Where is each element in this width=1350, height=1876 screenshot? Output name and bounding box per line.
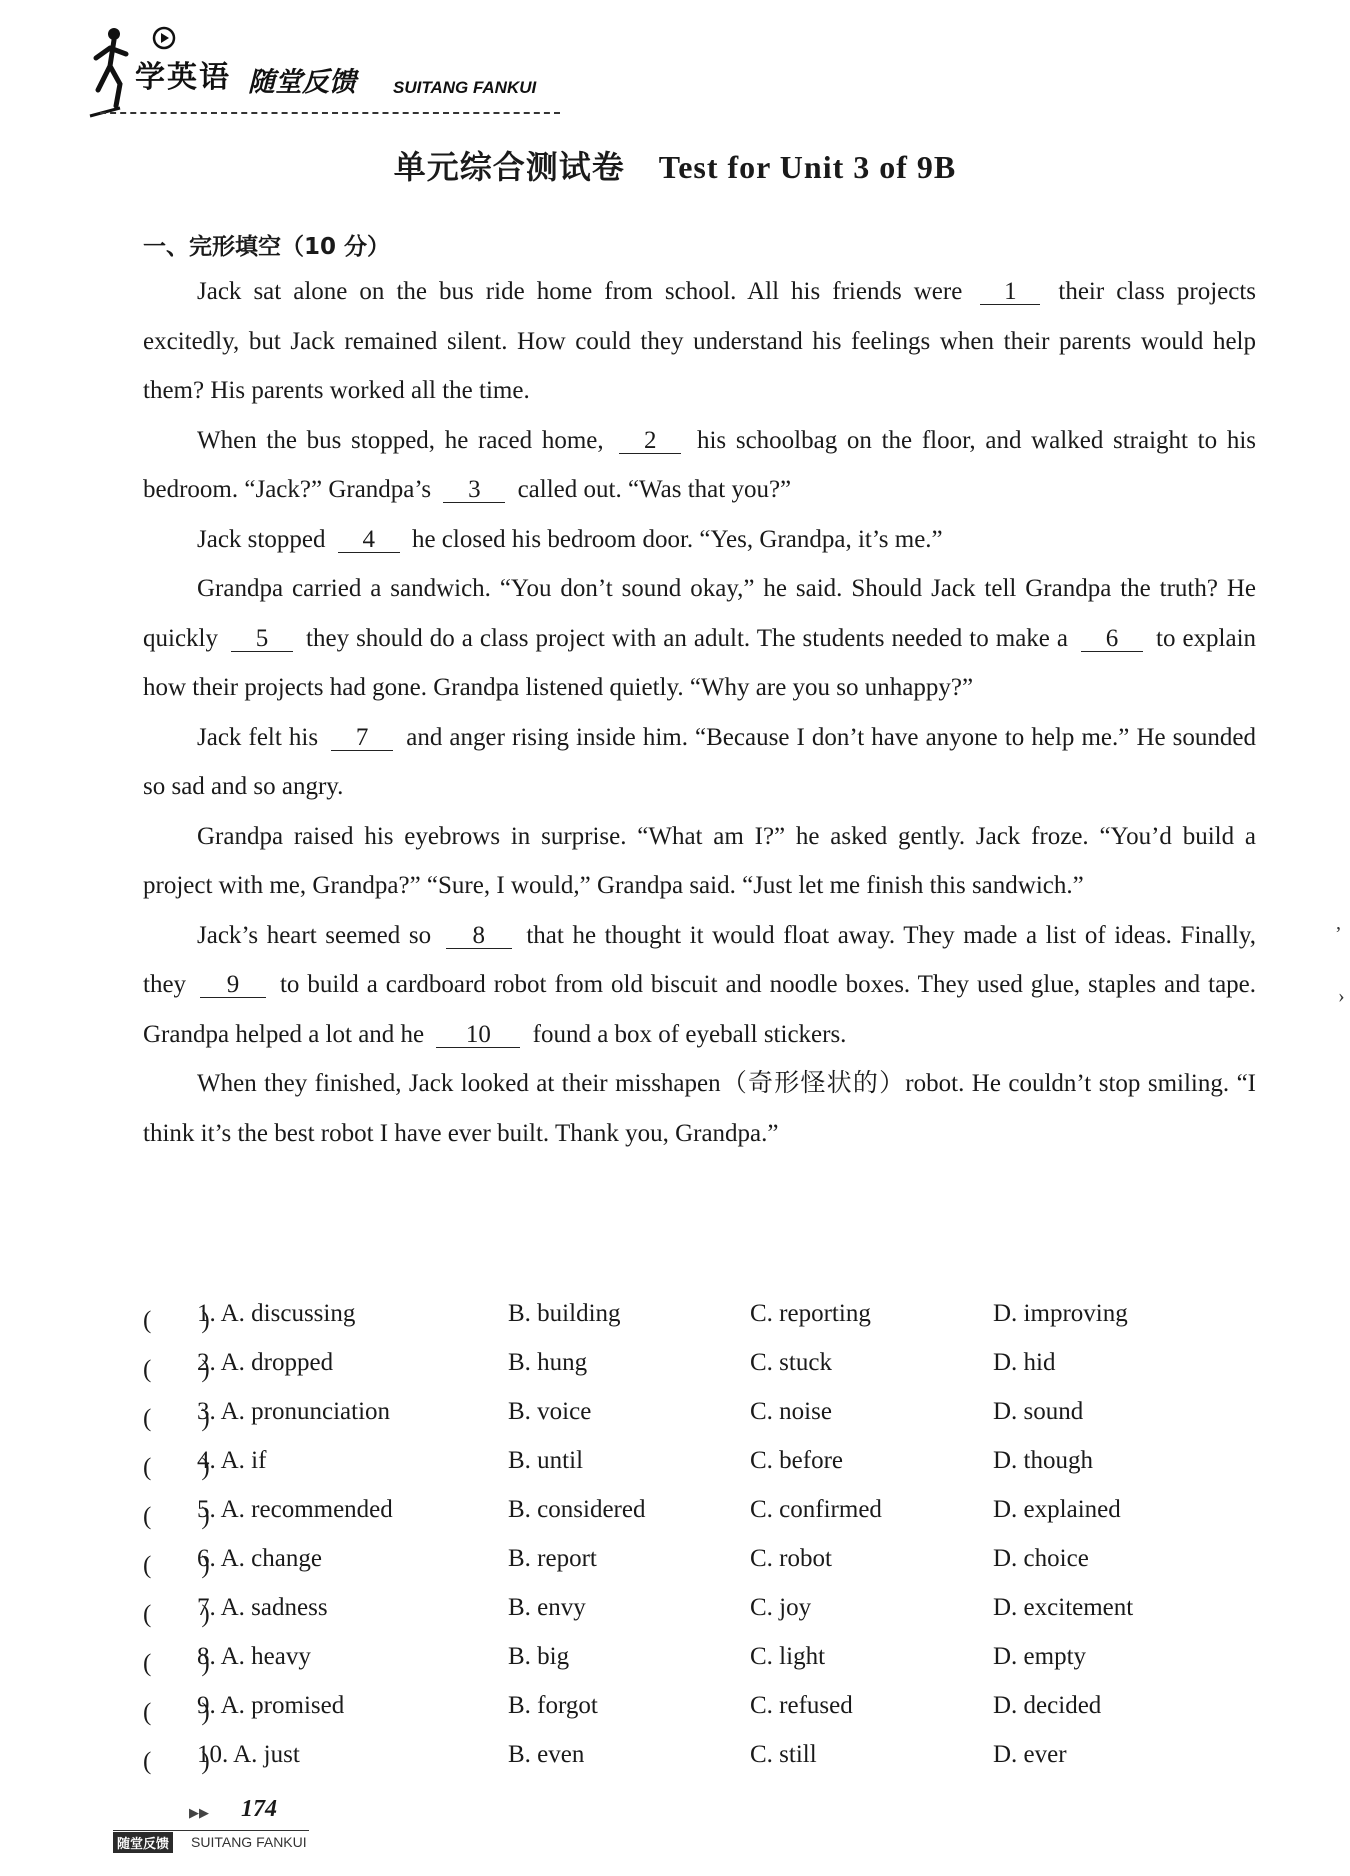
paragraph-text: his schoolbag on the floor, and walked straight to his bedroom. “Jack?” Grandpa’s [143,426,1256,503]
option-a: 2. A. dropped [197,1349,334,1376]
option-b: B. report [508,1545,597,1572]
option-c: C. still [750,1741,817,1768]
option-a: 7. A. sadness [197,1594,328,1621]
option-c: C. before [750,1447,844,1474]
paragraph-text: they should do a class project with an adult. The students needed to make a [306,624,1068,652]
option-b: B. envy [508,1594,586,1621]
option-d: D. empty [993,1643,1087,1670]
paragraph-text: called out. “Was that you?” [517,476,792,503]
option-b: B. voice [508,1398,592,1425]
option-c: C. joy [750,1594,812,1621]
option-a: 10. A. just [197,1741,300,1768]
option-b: B. big [508,1643,570,1670]
paragraph-text: Jack’s heart seemed so [197,921,432,949]
option-c: C. light [750,1643,826,1670]
option-c: C. confirmed [750,1496,882,1523]
blank-1: 1 [980,280,1040,305]
option-b: B. hung [508,1349,588,1376]
option-d: D. choice [993,1545,1089,1572]
paragraph-1 [143,267,1256,416]
header-divider [100,112,560,114]
question-row [143,1584,1256,1633]
answer-bracket[interactable]: ( ) [143,1307,210,1334]
option-a: 3. A. pronunciation [197,1398,391,1425]
blank-3: 3 [443,478,505,503]
brand-title: 学英语 [135,60,231,95]
paragraph-text: Grandpa carried a sandwich. “You don’t sound okay,” he said. Should Jack tell Grandpa the truth? He quickly [143,575,1256,652]
paragraph-text: to explain how their projects had gone. Grandpa listened quietly. “Why are you so unhappy?” [143,624,1257,701]
option-a: 8. A. heavy [197,1643,311,1670]
option-c: C. robot [750,1545,832,1572]
question-row [143,1339,1256,1388]
paragraph-text: When the bus stopped, he raced home, [197,426,604,454]
paragraph-8 [143,1059,1256,1158]
blank-4: 4 [338,528,400,553]
paragraph-text: found a box of eyeball stickers. [532,1020,847,1048]
paragraph-text: Grandpa raised his eyebrows in surprise. “What am I?” he asked gently. Jack froze. “You’d build a project with me, Grandpa?” “Sure, I would,” Grandpa said. “Just let me finish this sandwich.” [143,822,1256,899]
header-logo [80,20,560,120]
paragraph-2 [143,416,1256,515]
paragraph-6 [143,812,1256,911]
paragraph-text: Jack sat alone on the bus ride home from school. All his friends were [197,278,963,305]
paragraph-text: and anger rising inside him. “Because I don’t have anyone to help me.” He sounded so sad and so angry. [143,723,1256,800]
margin-mark: › [1338,985,1345,1007]
blank-7: 7 [331,726,393,751]
option-a: 5. A. recommended [197,1496,393,1523]
paragraph-text: When they finished, Jack looked at their misshapen（奇形怪状的）robot. He couldn’t stop smiling. “I think it’s the best robot I have ever built. Thank you, Grandpa.” [143,1070,1256,1147]
question-row [143,1437,1256,1486]
double-arrow-icon: ▶▶ [189,1806,209,1821]
paragraph-text: to build a cardboard robot from old biscuit and noodle boxes. They used glue, staples and tape. Grandpa helped a lot and he [143,971,1257,1048]
page-number: 174 [241,1796,277,1822]
option-d: D. improving [993,1300,1128,1327]
blank-2: 2 [619,429,681,454]
paragraph-4 [143,564,1256,713]
option-d: D. ever [993,1741,1067,1768]
question-row [143,1682,1256,1731]
option-c: C. reporting [750,1300,871,1327]
question-row [143,1633,1256,1682]
brand-subtitle: 随堂反馈 [248,67,356,98]
blank-5: 5 [231,627,293,652]
question-row [143,1388,1256,1437]
blank-6: 6 [1081,627,1143,652]
option-c: C. noise [750,1398,832,1425]
answer-bracket[interactable]: ( ) [143,1356,210,1383]
option-b: B. building [508,1300,621,1327]
option-d: D. excitement [993,1594,1134,1621]
brand-pinyin: SUITANG FANKUI [393,78,537,97]
blank-8: 8 [446,924,512,949]
page-footer [113,1790,433,1850]
footer-divider [113,1830,309,1831]
cloze-passage [143,267,1256,1158]
footer-brand-cn: 随堂反馈 [113,1832,173,1853]
question-options [143,1290,1256,1780]
answer-bracket[interactable]: ( ) [143,1650,210,1677]
option-d: D. decided [993,1692,1102,1719]
option-a: 1. A. discussing [197,1300,356,1327]
option-a: 6. A. change [197,1545,322,1572]
answer-bracket[interactable]: ( ) [143,1503,210,1530]
answer-bracket[interactable]: ( ) [143,1748,210,1775]
option-d: D. explained [993,1496,1121,1523]
title-cn: 单元综合测试卷 [393,148,625,186]
question-row [143,1731,1256,1780]
option-b: B. until [508,1447,584,1474]
option-d: D. hid [993,1349,1056,1376]
blank-10: 10 [436,1023,520,1048]
paragraph-text: Jack felt his [197,723,319,751]
option-a: 4. A. if [197,1447,267,1474]
option-b: B. even [508,1741,585,1768]
answer-bracket[interactable]: ( ) [143,1699,210,1726]
paragraph-3 [143,515,1256,565]
paragraph-text: Jack stopped [197,525,326,553]
option-a: 9. A. promised [197,1692,345,1719]
blank-9: 9 [200,973,266,998]
question-row [143,1535,1256,1584]
footer-brand-pinyin: SUITANG FANKUI [191,1834,307,1850]
answer-bracket[interactable]: ( ) [143,1405,210,1432]
question-row [143,1290,1256,1339]
option-d: D. though [993,1447,1093,1474]
question-row [143,1486,1256,1535]
answer-bracket[interactable]: ( ) [143,1601,210,1628]
section-heading: 一、完形填空（10 分） [143,234,391,260]
margin-mark: , [1336,912,1341,934]
answer-bracket[interactable]: ( ) [143,1454,210,1481]
paragraph-7 [143,911,1256,1060]
option-c: C. refused [750,1692,853,1719]
paragraph-text: he closed his bedroom door. “Yes, Grandpa, it’s me.” [411,525,943,553]
answer-bracket[interactable]: ( ) [143,1552,210,1579]
paragraph-text: that he thought it would float away. They made a list of ideas. Finally, they [143,921,1256,998]
play-icon [152,26,176,50]
option-c: C. stuck [750,1349,832,1376]
option-b: B. considered [508,1496,646,1523]
option-b: B. forgot [508,1692,598,1719]
page-title [0,142,1350,188]
paragraph-5 [143,713,1256,812]
option-d: D. sound [993,1398,1084,1425]
title-en: Test for Unit 3 of 9B [658,149,957,185]
paragraph-text: their class projects excitedly, but Jack remained silent. How could they understand his feelings when their parents would help them? His parents worked all the time. [143,278,1257,404]
